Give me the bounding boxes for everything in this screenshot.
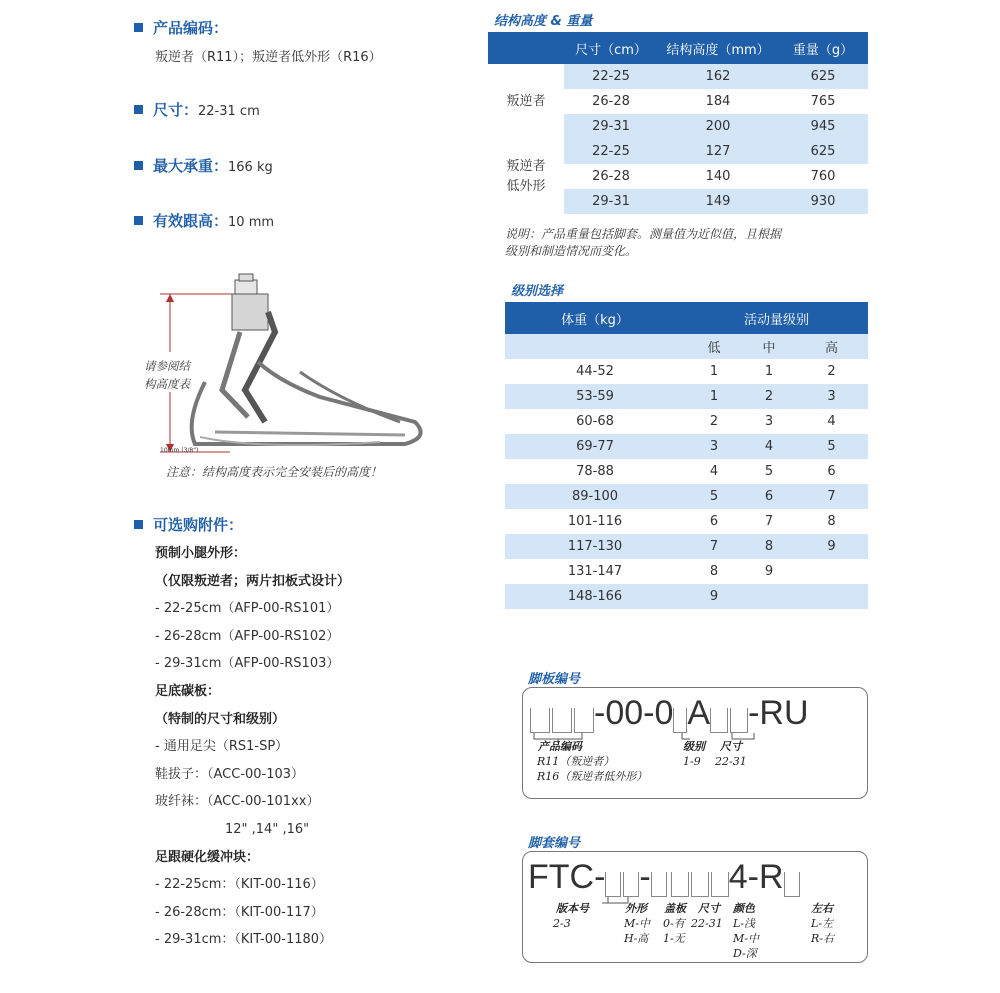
level-table-cell: 148-166 xyxy=(567,589,623,604)
level-table-cell: 4 xyxy=(709,464,719,479)
level-table-cell: 2 xyxy=(764,389,774,404)
header-activity: 活动量级别 xyxy=(743,312,809,328)
height-table-cell: 930 xyxy=(778,189,868,214)
level-table-cell: 69-77 xyxy=(576,439,614,454)
group-name: 叛逆者 xyxy=(488,64,564,139)
level-table-cell: 3 xyxy=(709,439,719,454)
level-sub-header xyxy=(505,334,868,359)
bullet-square-icon xyxy=(134,216,143,225)
accessory-line: 足底碳板： xyxy=(155,683,221,699)
accessory-line: 鞋拔子：（ACC-00-103） xyxy=(155,766,305,782)
level-table-header xyxy=(505,302,868,334)
header-size: 尺寸（cm） xyxy=(575,42,647,58)
fs-label-color-l: L-浅 xyxy=(733,917,756,930)
accessory-line: - 29-31cm：（KIT-00-1180） xyxy=(155,932,333,948)
level-table-cell: 1 xyxy=(709,389,719,404)
level-table-row xyxy=(505,434,868,459)
level-table-title: 级别选择 xyxy=(511,284,564,299)
header-weight: 重量（g） xyxy=(792,42,854,58)
fs-label-size: 尺寸 xyxy=(698,902,720,915)
level-table-cell xyxy=(795,559,868,584)
height-table-cell: 127 xyxy=(658,139,778,164)
fs-label-cover-0: 0-有 xyxy=(663,917,685,930)
header-height: 结构高度（mm） xyxy=(666,42,770,58)
accessories-list xyxy=(155,540,350,954)
height-table-row xyxy=(488,139,868,164)
level-table-row xyxy=(505,459,868,484)
level-table-cell: 60-68 xyxy=(576,414,614,429)
level-table-row xyxy=(505,359,868,384)
level-table-cell: 89-100 xyxy=(571,489,619,504)
level-table-cell: 78-88 xyxy=(576,464,614,479)
level-table-cell: 44-52 xyxy=(576,364,614,379)
fs-label-color-m: M-中 xyxy=(733,932,759,945)
level-table-row xyxy=(505,409,868,434)
fp-label-level: 级别 xyxy=(683,740,705,753)
height-table-cell: 149 xyxy=(658,189,778,214)
fs-label-shape-m: M-中 xyxy=(624,917,650,930)
fs-label-side-l: L-左 xyxy=(811,917,834,930)
height-weight-table xyxy=(488,32,868,214)
level-table-row xyxy=(505,509,868,534)
level-table-cell: 2 xyxy=(827,364,836,379)
accessory-line: 足跟硬化缓冲块： xyxy=(155,849,260,865)
accessory-line: - 通用足尖（RS1-SP） xyxy=(155,739,289,755)
height-table-row xyxy=(488,64,868,89)
accessory-line: - 22-25cm（AFP-00-RS101） xyxy=(155,601,340,617)
heel-height-value: 10 mm xyxy=(228,215,275,230)
figure-dim-label: 10mm (3/8") xyxy=(160,447,199,454)
product-code-title: 产品编码： xyxy=(134,17,228,38)
height-table-note: 说明：产品重量包括脚套。测量值为近似值，且根据 级别和制造情况而变化。 xyxy=(505,227,782,258)
accessory-line: - 22-25cm：（KIT-00-116） xyxy=(155,877,324,893)
size-value: 22-31 cm xyxy=(198,104,260,119)
height-table-cell: 26-28 xyxy=(592,169,630,184)
height-table-title: 结构高度 & 重量 xyxy=(494,14,593,29)
height-table-cell: 26-28 xyxy=(592,94,630,109)
foot-shell-code: FTC- - 4-R xyxy=(528,857,800,897)
fp-label-level-range: 1-9 xyxy=(683,755,701,768)
height-table-cell: 184 xyxy=(705,94,731,109)
fp-label-size-range: 22-31 xyxy=(715,755,747,768)
heel-height-title: 有效跟高：10 mm xyxy=(134,210,274,231)
height-table-cell: 200 xyxy=(658,114,778,139)
level-table-cell xyxy=(795,584,868,609)
height-table-cell: 625 xyxy=(778,139,868,164)
level-table-cell: 1 xyxy=(709,364,719,379)
fs-label-color-d: D-深 xyxy=(733,947,757,960)
accessory-line: （特制的尺寸和级别） xyxy=(155,711,286,727)
height-table-cell: 760 xyxy=(810,169,836,184)
level-table-cell: 6 xyxy=(764,489,774,504)
level-table-cell: 101-116 xyxy=(567,514,623,529)
fs-label-shape-h: H-高 xyxy=(624,932,649,945)
accessory-line: - 29-31cm（AFP-00-RS103） xyxy=(155,656,340,672)
fs-label-side: 左右 xyxy=(811,902,833,915)
fp-label-size: 尺寸 xyxy=(720,740,742,753)
accessory-line: - 26-28cm（AFP-00-RS102） xyxy=(155,628,340,644)
level-table-cell: 2 xyxy=(709,414,719,429)
level-table-cell: 7 xyxy=(827,489,836,504)
fs-label-cover-1: 1-无 xyxy=(663,932,685,945)
accessory-line: 12" ,14" ,16" xyxy=(225,821,310,837)
level-table-cell: 131-147 xyxy=(567,564,623,579)
level-table-cell: 4 xyxy=(764,439,774,454)
level-table-cell: 7 xyxy=(764,514,774,529)
bullet-square-icon xyxy=(134,161,143,170)
level-table-cell: 6 xyxy=(827,464,836,479)
fp-label-r16: R16（叛逆者低外形） xyxy=(537,770,648,783)
sub-low: 低 xyxy=(707,341,721,356)
height-table-header xyxy=(488,32,868,64)
sub-mid: 中 xyxy=(762,341,776,356)
level-table-cell: 1 xyxy=(764,364,774,379)
height-table-cell: 29-31 xyxy=(564,114,658,139)
max-load-title: 最大承重：166 kg xyxy=(134,155,273,176)
height-table-cell: 29-31 xyxy=(564,189,658,214)
level-table-cell xyxy=(743,584,795,609)
bullet-square-icon xyxy=(134,520,143,529)
fs-label-size-val: 22-31 xyxy=(691,917,723,930)
accessory-line: 预制小腿外形： xyxy=(155,546,247,561)
level-table xyxy=(505,302,868,609)
level-table-cell: 9 xyxy=(827,539,836,554)
sub-high: 高 xyxy=(824,341,838,356)
fp-label-r11: R11（叛逆者） xyxy=(537,755,615,768)
fs-label-side-r: R-右 xyxy=(811,932,834,945)
accessory-line: 玻纤袜：（ACC-00-101xx） xyxy=(155,794,320,810)
level-table-cell: 7 xyxy=(709,539,719,554)
accessories-title: 可选购附件： xyxy=(134,514,243,535)
level-table-cell: 9 xyxy=(709,589,719,604)
foot-shell-title: 脚套编号 xyxy=(528,836,581,851)
height-table-cell: 625 xyxy=(778,64,868,89)
size-title: 尺寸：22-31 cm xyxy=(134,99,260,120)
level-table-cell: 5 xyxy=(764,464,774,479)
fp-label-product-code: 产品编码 xyxy=(538,740,582,753)
fs-label-version: 版本号 xyxy=(556,902,589,915)
level-table-cell: 53-59 xyxy=(576,389,614,404)
level-table-cell: 117-130 xyxy=(567,539,623,554)
level-table-cell: 6 xyxy=(709,514,719,529)
accessory-line: （仅限叛逆者；两片扣板式设计） xyxy=(155,573,351,589)
level-table-cell: 8 xyxy=(827,514,836,529)
product-code-value: 叛逆者（R11）；叛逆者低外形（R16） xyxy=(155,50,382,65)
level-table-row xyxy=(505,559,868,584)
level-table-cell: 5 xyxy=(827,439,836,454)
level-table-cell: 8 xyxy=(764,539,774,554)
fs-label-cover: 盖板 xyxy=(664,902,686,915)
height-table-cell: 162 xyxy=(658,64,778,89)
level-table-cell: 8 xyxy=(709,564,719,579)
level-table-cell: 5 xyxy=(709,489,719,504)
height-table-cell: 765 xyxy=(810,94,836,109)
fs-label-shape: 外形 xyxy=(625,902,647,915)
level-table-row xyxy=(505,534,868,559)
foot-plate-code: -00-0 A -RU xyxy=(530,693,809,733)
fs-label-version-val: 2-3 xyxy=(553,917,571,930)
level-table-cell: 3 xyxy=(827,389,836,404)
group-name: 叛逆者 低外形 xyxy=(488,139,564,214)
level-table-cell: 4 xyxy=(827,414,836,429)
fs-label-color: 颜色 xyxy=(733,902,755,915)
accessory-line: - 26-28cm：（KIT-00-117） xyxy=(155,904,324,920)
figure-side-label: 请参阅结 构高度表 xyxy=(144,359,190,391)
max-load-value: 166 kg xyxy=(228,160,273,175)
level-table-row xyxy=(505,384,868,409)
bullet-square-icon xyxy=(134,105,143,114)
level-table-row xyxy=(505,484,868,509)
level-table-row xyxy=(505,584,868,609)
figure-caption: 注意：结构高度表示完全安装后的高度！ xyxy=(166,465,383,479)
height-table-cell: 22-25 xyxy=(564,139,658,164)
level-table-cell: 9 xyxy=(764,564,774,579)
level-table-cell: 3 xyxy=(764,414,774,429)
bullet-square-icon xyxy=(134,23,143,32)
header-weight-kg: 体重（kg） xyxy=(561,312,629,328)
height-table-cell: 945 xyxy=(778,114,868,139)
height-table-cell: 22-25 xyxy=(564,64,658,89)
height-table-cell: 140 xyxy=(705,169,731,184)
foot-plate-title: 脚板编号 xyxy=(528,672,581,687)
